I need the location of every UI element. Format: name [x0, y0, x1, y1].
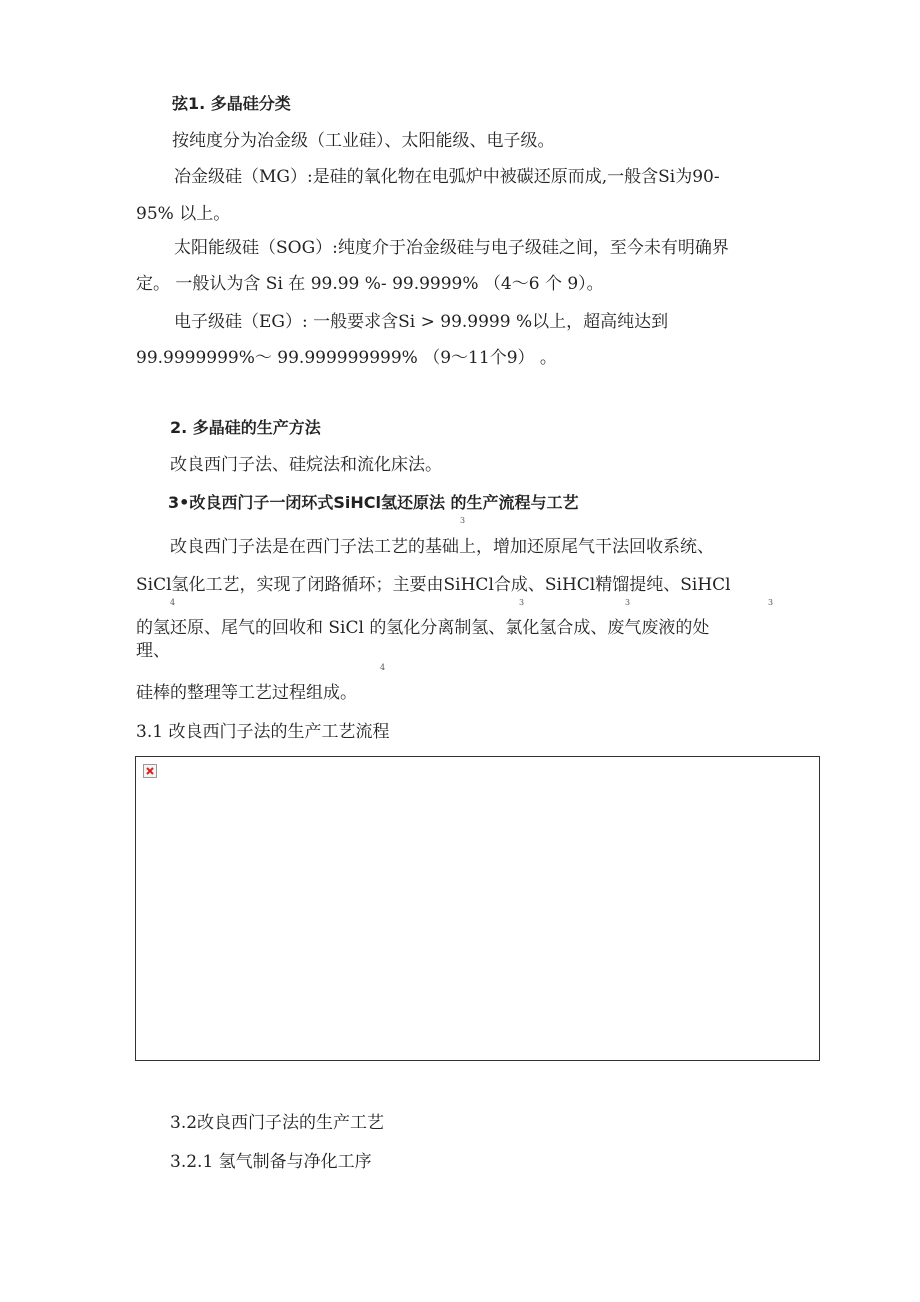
broken-image-icon [143, 764, 157, 778]
paragraph: 的氢还原、尾气的回收和 SiCl 的氢化分离制氢、氯化氢合成、废气废液的处 [136, 618, 710, 638]
subsection-heading: 3.1 改良西门子法的生产工艺流程 [136, 722, 390, 742]
paragraph: SiCl氢化工艺，实现了闭路循环；主要由SiHCl合成、SiHCl精馏提纯、SiHCl [136, 575, 731, 595]
paragraph: 95% 以上。 [136, 204, 231, 224]
paragraph: 理、 [136, 641, 170, 661]
paragraph: 改良西门子法、硅烷法和流化床法。 [170, 455, 442, 475]
subsection-heading: 3.2改良西门子法的生产工艺 [170, 1113, 385, 1133]
section-1-heading: 弦1. 多晶硅分类 [172, 94, 291, 113]
subscript: 4 [380, 663, 386, 672]
subscript: 4 [170, 598, 176, 607]
paragraph: 硅棒的整理等工艺过程组成。 [136, 683, 357, 703]
paragraph: 太阳能级硅（SOG）:纯度介于冶金级硅与电子级硅之间，至今未有明确界 [174, 238, 729, 258]
subscript: 3 [519, 598, 525, 607]
flowchart-image-placeholder [135, 756, 820, 1061]
paragraph: 改良西门子法是在西门子法工艺的基础上，增加还原尾气干法回收系统、 [170, 537, 714, 557]
subscript: 3 [625, 598, 631, 607]
paragraph: 按纯度分为冶金级（工业硅）、太阳能级、电子级。 [172, 131, 555, 151]
subsection-heading: 3.2.1 氢气制备与净化工序 [170, 1152, 372, 1172]
paragraph: 冶金级硅（MG）:是硅的氧化物在电弧炉中被碳还原而成,一般含Si为90- [174, 167, 720, 187]
paragraph: 定。 一般认为含 Si 在 99.99 %- 99.9999% （4〜6 个 9）。 [136, 274, 604, 294]
paragraph: 99.9999999%〜 99.999999999% （9〜11个9） 。 [136, 348, 557, 368]
subscript: 3 [768, 598, 774, 607]
section-3-heading: 3•改良西门子一闭环式SiHCl氢还原法 的生产流程与工艺 [168, 493, 579, 512]
section-2-heading: 2. 多晶硅的生产方法 [170, 418, 321, 437]
paragraph: 电子级硅（EG）: 一般要求含Si > 99.9999 %以上，超高纯达到 [174, 312, 669, 332]
subscript: 3 [460, 516, 466, 525]
